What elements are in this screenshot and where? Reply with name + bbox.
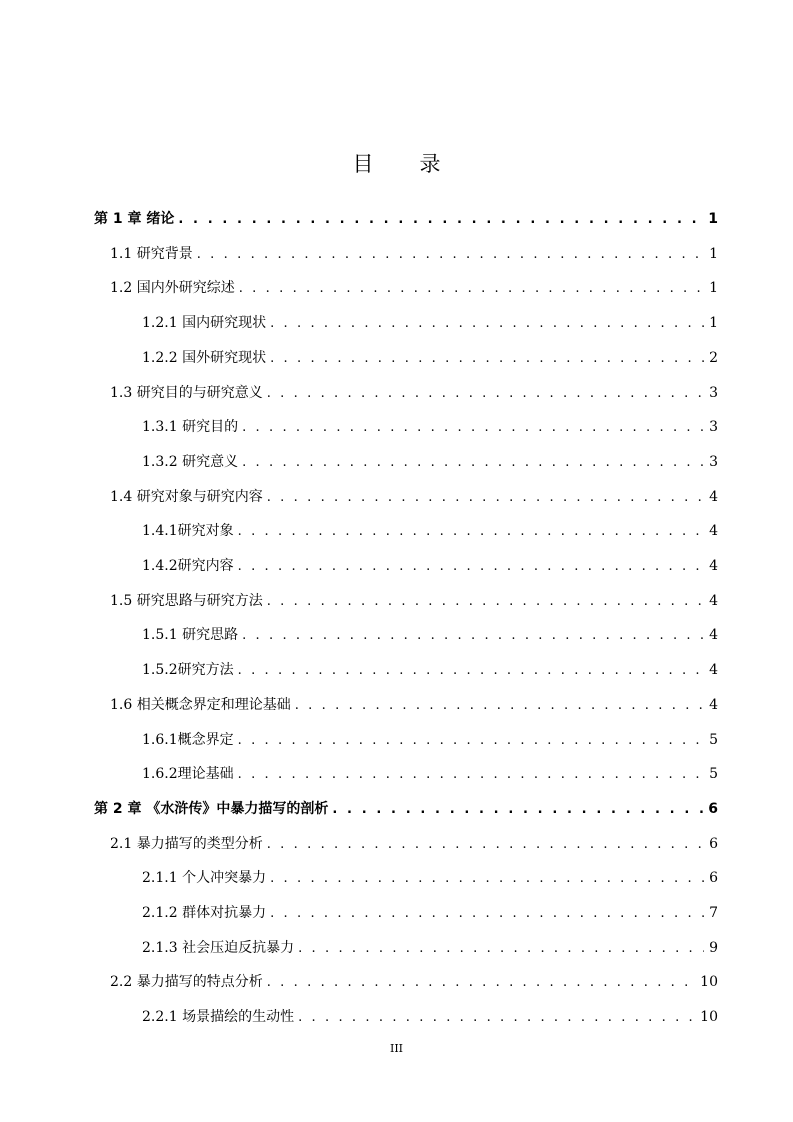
toc-leader-dots xyxy=(298,938,704,960)
toc-entry[interactable] xyxy=(110,694,718,716)
toc-entry-page: 9 xyxy=(709,939,718,956)
toc-entry-label: 2.2.1 场景描绘的生动性 xyxy=(142,1009,295,1026)
toc-entry-label: 1.3.2 研究意义 xyxy=(142,453,239,470)
toc-entry-page: 1 xyxy=(709,315,718,332)
toc-entry[interactable] xyxy=(142,520,718,542)
toc-entry[interactable] xyxy=(142,451,718,473)
toc-entry[interactable] xyxy=(142,624,718,646)
toc-entry[interactable] xyxy=(110,833,718,855)
toc-entry-page: 5 xyxy=(709,766,718,783)
toc-entry-page: 4 xyxy=(709,523,718,540)
toc-leader-dots xyxy=(242,625,704,647)
toc-entry-page: 3 xyxy=(709,453,718,470)
toc-entry-page: 4 xyxy=(709,662,718,679)
toc-entry[interactable] xyxy=(142,347,718,369)
toc-leader-dots xyxy=(267,834,704,856)
toc-entry[interactable] xyxy=(142,763,718,785)
toc-title-char-1: 目 xyxy=(352,152,374,176)
toc-leader-dots xyxy=(270,903,704,925)
toc-leader-dots xyxy=(197,244,704,266)
toc-leader-dots xyxy=(178,209,704,231)
toc-entry-label: 2.1 暴力描写的类型分析 xyxy=(110,835,263,852)
toc-entry-label: 1.5.1 研究思路 xyxy=(142,627,239,644)
toc-entry[interactable] xyxy=(142,555,718,577)
toc-leader-dots xyxy=(238,730,704,752)
toc-entry-label: 2.1.3 社会压迫反抗暴力 xyxy=(142,939,295,956)
toc-entry-label: 1.2.2 国外研究现状 xyxy=(142,349,267,366)
toc-entry-page: 10 xyxy=(700,1009,718,1026)
toc-leader-dots xyxy=(270,348,704,370)
toc-entry[interactable] xyxy=(142,659,718,681)
toc-entry-page: 4 xyxy=(709,488,718,505)
toc-entry-label: 1.2.1 国内研究现状 xyxy=(142,315,267,332)
toc-entry-label: 1.6 相关概念界定和理论基础 xyxy=(110,696,291,713)
toc-entry-page: 4 xyxy=(709,627,718,644)
toc-entry[interactable] xyxy=(142,729,718,751)
toc-leader-dots xyxy=(332,799,704,821)
toc-leader-dots xyxy=(267,591,704,613)
toc-entry-label: 1.3 研究目的与研究意义 xyxy=(110,384,263,401)
toc-entry-page: 6 xyxy=(709,835,718,852)
toc-leader-dots xyxy=(270,868,704,890)
toc-entry-page: 3 xyxy=(709,384,718,401)
toc-title-char-2: 录 xyxy=(419,152,441,176)
toc-entry-page: 5 xyxy=(709,731,718,748)
toc-leader-dots xyxy=(238,764,704,786)
toc-entry-page: 4 xyxy=(709,558,718,574)
toc-entry[interactable] xyxy=(110,486,718,508)
toc-entry[interactable] xyxy=(142,1006,718,1028)
toc-entry-label: 1.4.2研究内容 xyxy=(142,558,234,574)
toc-leader-dots xyxy=(238,521,704,543)
toc-entry-page: 1 xyxy=(709,245,718,262)
toc-entry-page: 2 xyxy=(709,349,718,366)
toc-entry[interactable] xyxy=(142,902,718,924)
toc-entry-label: 第 2 章 《水浒传》中暴力描写的剖析 xyxy=(94,800,329,817)
toc-entry[interactable] xyxy=(142,312,718,334)
toc-entry-page: 1 xyxy=(708,211,718,227)
toc-entry-page: 4 xyxy=(709,696,718,713)
toc-leader-dots xyxy=(242,417,704,439)
toc-entry-page: 4 xyxy=(709,592,718,609)
toc-entry[interactable] xyxy=(110,382,718,404)
toc-entry-page: 6 xyxy=(709,870,718,887)
toc-entry[interactable] xyxy=(110,590,718,612)
toc-entry-label: 1.5.2研究方法 xyxy=(142,662,234,679)
toc-entry-label: 2.2 暴力描写的特点分析 xyxy=(110,974,263,991)
toc-leader-dots xyxy=(267,383,704,405)
toc-entry-page: 10 xyxy=(700,974,718,991)
toc-title xyxy=(0,148,793,178)
toc-leader-dots xyxy=(298,1007,696,1029)
toc-entry-label: 1.1 研究背景 xyxy=(110,245,193,262)
toc-entry-label: 1.4.1研究对象 xyxy=(142,523,234,540)
toc-entry-label: 1.4 研究对象与研究内容 xyxy=(110,488,263,505)
toc-entry-label: 1.6.2理论基础 xyxy=(142,766,234,783)
toc-leader-dots xyxy=(238,660,704,682)
toc-entry-page: 3 xyxy=(709,419,718,436)
toc-entry-page: 7 xyxy=(709,905,718,921)
toc-leader-dots xyxy=(239,278,704,300)
toc-entry[interactable] xyxy=(94,208,718,230)
toc-entry[interactable] xyxy=(142,867,718,889)
toc-entry-label: 2.1.1 个人冲突暴力 xyxy=(142,870,267,887)
toc-leader-dots xyxy=(295,695,704,717)
toc-leader-dots xyxy=(270,313,704,335)
toc-entry-label: 1.2 国内外研究综述 xyxy=(110,280,235,297)
toc-entry[interactable] xyxy=(110,277,718,299)
toc-entry-label: 2.1.2 群体对抗暴力 xyxy=(142,905,267,921)
page-number: III xyxy=(389,1042,404,1055)
toc-entry[interactable] xyxy=(110,243,718,265)
toc-leader-dots xyxy=(267,487,704,509)
toc-leader-dots xyxy=(267,972,696,994)
toc-entry-label: 1.6.1概念界定 xyxy=(142,731,234,748)
toc-entry-label: 1.5 研究思路与研究方法 xyxy=(110,592,263,609)
toc-entry[interactable] xyxy=(142,416,718,438)
toc-entry-label: 第 1 章 绪论 xyxy=(94,211,175,227)
toc-entry[interactable] xyxy=(94,798,718,820)
toc-entry-page: 6 xyxy=(708,800,718,817)
toc-entry-label: 1.3.1 研究目的 xyxy=(142,419,239,436)
toc-leader-dots xyxy=(238,556,704,578)
toc-entry[interactable] xyxy=(142,937,718,959)
toc-entry[interactable] xyxy=(110,971,718,993)
toc-leader-dots xyxy=(242,452,704,474)
toc-entry-page: 1 xyxy=(709,280,718,297)
